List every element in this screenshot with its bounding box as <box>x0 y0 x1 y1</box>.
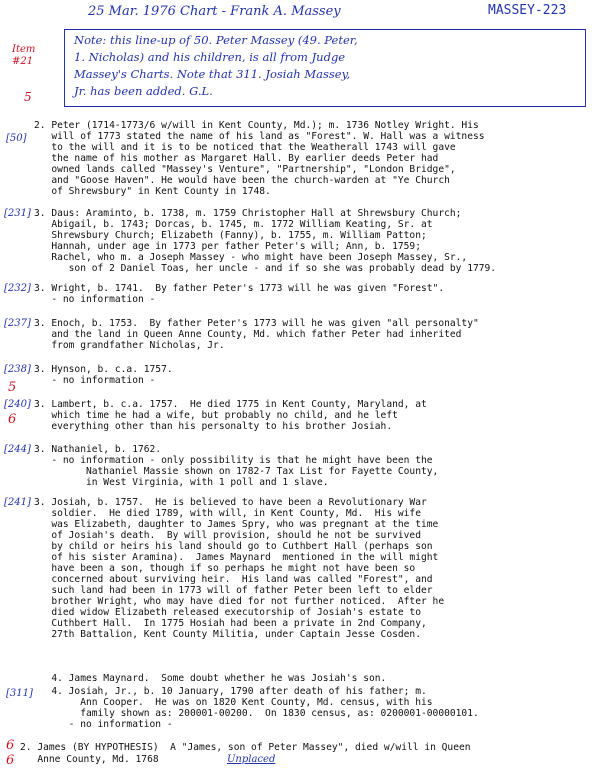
entry-daughters-line: Abigail, b. 1743; Dorcas, b. 1745, m. 1772 William Keating, Sr. at <box>34 219 433 230</box>
entry-nathaniel-line: in West Virginia, with 1 poll and 1 slave. <box>34 477 329 488</box>
entry-josiah-line: was Elizabeth, daughter to James Spry, who was pregnant at the time <box>34 519 439 530</box>
entry-james-line: 2. James (BY HYPOTHESIS) A "James, son of Peter Massey", died w/will in Queen <box>20 742 471 753</box>
entry-josiah-line: 4. James Maynard. Some doubt whether he was Josiah's son. <box>34 673 387 684</box>
entry-daughters-line: 3. Daus: Araminto, b. 1738, m. 1759 Christopher Hall at Shrewsbury Church; <box>34 208 462 219</box>
entry-lambert-line: 3. Lambert, b. c.a. 1757. He died 1775 in Kent County, Maryland, at <box>34 399 427 410</box>
ref-josiah: [241] <box>4 497 31 508</box>
entry-josiah-jr-line: 4. Josiah, Jr., b. 10 January, 1790 after death of his father; m. <box>34 686 427 697</box>
entry-peter-line: of Shrewsbury" in Kent County in 1748. <box>34 186 271 197</box>
ref-josiah-jr: [311] <box>6 688 33 699</box>
entry-josiah-line: of his sister Aramina). James Maynard mentioned in the will might <box>34 552 439 563</box>
entry-josiah-jr-line: Ann Cooper. He was on 1820 Kent County, Md. census, with his <box>34 697 433 708</box>
entry-lambert-line: everything other than his personalty to his brother Josiah. <box>34 421 393 432</box>
entry-josiah-line: have been a son, though if so perhaps he might not have been so <box>34 563 416 574</box>
entry-enoch-line: 3. Enoch, b. 1753. By father Peter's 1773 will he was given "all personalty" <box>34 318 479 329</box>
entry-josiah-line: concerned about surviving heir. His land was called "Forest", and <box>34 574 433 585</box>
entry-lambert-line: which time he had a wife, but probably no child, and he left <box>34 410 398 421</box>
entry-nathaniel-line: - no information - only possibility is that he might have been the <box>34 455 433 466</box>
handwritten-unplaced: Unplaced <box>227 754 276 765</box>
entry-wright-line: 3. Wright, b. 1741. By father Peter's 1773 will he was given "Forest". <box>34 283 445 294</box>
ref-daughters: [231] <box>4 208 31 219</box>
entry-josiah-line: soldier. He died 1789, with will, in Kent County, Md. His wife <box>34 508 421 519</box>
entry-wright-line: - no information - <box>34 294 156 305</box>
entry-josiah-line: of Josiah's death. By will provision, should he not be survived <box>34 530 421 541</box>
margin-mark-6c: 6 <box>6 753 15 768</box>
header-file-code: MASSEY-223 <box>488 3 567 18</box>
ref-peter: [50] <box>6 133 27 144</box>
entry-peter-line: to the will and it is to be noticed that the Weatherall 1743 will gave <box>34 142 456 153</box>
entry-peter-line: the name of his mother as Margaret Hall. By earlier deeds Peter had <box>34 153 439 164</box>
entry-peter-line: and "Goose Haven". He would have been the church-warden at "Ye Church <box>34 175 450 186</box>
entry-enoch-line: and the land in Queen Anne County, Md. which father Peter had inherited <box>34 329 462 340</box>
ref-hynson: [238] <box>4 364 31 375</box>
entry-daughters-line: Shrewsbury Church; Elizabeth (Fanny), b. 1755, m. William Patton; <box>34 230 427 241</box>
ref-enoch: [237] <box>4 318 31 329</box>
entry-hynson-line: 3. Hynson, b. c.a. 1757. <box>34 364 173 375</box>
margin-mark-6b: 6 <box>6 738 15 753</box>
entry-peter-line: 2. Peter (1714-1773/6 w/will in Kent County, Md.); m. 1736 Notley Wright. His <box>34 120 479 131</box>
entry-daughters-line: son of 2 Daniel Toas, her uncle - and if so she was probably dead by 1779. <box>34 263 497 274</box>
entry-josiah-line: such land had been in 1773 will of father Peter been left to elder <box>34 585 433 596</box>
entry-josiah-line: Cuthbert Hall. In 1775 Hosiah had been a private in 2nd Company, <box>34 618 427 629</box>
ref-nathaniel: [244] <box>4 444 31 455</box>
entry-peter-line: owned lands called "Massey's Venture", "Partnership", "London Bridge", <box>34 164 456 175</box>
note-line-3: Massey's Charts. Note that 311. Josiah Massey, <box>74 67 351 81</box>
note-line-1: Note: this line-up of 50. Peter Massey (49. Peter, <box>74 33 358 47</box>
entry-james-line: Anne County, Md. 1768 <box>20 754 159 765</box>
entry-daughters-line: Hannah, under age in 1773 per father Peter's will; Ann, b. 1759; <box>34 241 421 252</box>
note-line-4: Jr. has been added. G.L. <box>74 84 213 98</box>
entry-nathaniel-line: Nathaniel Massie shown on 1782-7 Tax List for Fayette County, <box>34 466 439 477</box>
entry-josiah-line: 27th Battalion, Kent County Militia, under Captain Jesse Cosden. <box>34 629 421 640</box>
ref-lambert: [240] <box>4 399 31 410</box>
note-line-2: 1. Nicholas) and his children, is all from Judge <box>74 50 346 64</box>
margin-mark-5: 5 <box>8 380 17 395</box>
entry-josiah-jr-line: - no information - <box>34 719 173 730</box>
entry-josiah-line: by child or heirs his land should go to Cuthbert Hall (perhaps son <box>34 541 433 552</box>
header-date-title: 25 Mar. 1976 Chart - Frank A. Massey <box>88 4 341 19</box>
side-item-mark: Item #21 <box>12 44 36 67</box>
entry-josiah-line: brother Wright, who may have died for not further noticed. After he <box>34 596 445 607</box>
entry-daughters-line: Rachel, who m. a Joseph Massey - who might have been Joseph Massey, Sr., <box>34 252 468 263</box>
entry-hynson-line: - no information - <box>34 375 156 386</box>
entry-peter-line: will of 1773 stated the name of his land as "Forest". W. Hall was a witness <box>34 131 485 142</box>
entry-enoch-line: from grandfather Nicholas, Jr. <box>34 340 225 351</box>
entry-nathaniel-line: 3. Nathaniel, b. 1762. <box>34 444 162 455</box>
entry-josiah-jr-line: family shown as: 200001-00200. On 1830 census, as: 0200001-00000101. <box>34 708 479 719</box>
margin-mark-6: 6 <box>8 412 17 427</box>
top-margin-mark: 5 <box>24 90 32 104</box>
entry-josiah-line: died widow Elizabeth released executorship of Josiah's estate to <box>34 607 421 618</box>
ref-wright: [232] <box>4 283 31 294</box>
entry-josiah-line: 3. Josiah, b. 1757. He is believed to have been a Revolutionary War <box>34 497 427 508</box>
